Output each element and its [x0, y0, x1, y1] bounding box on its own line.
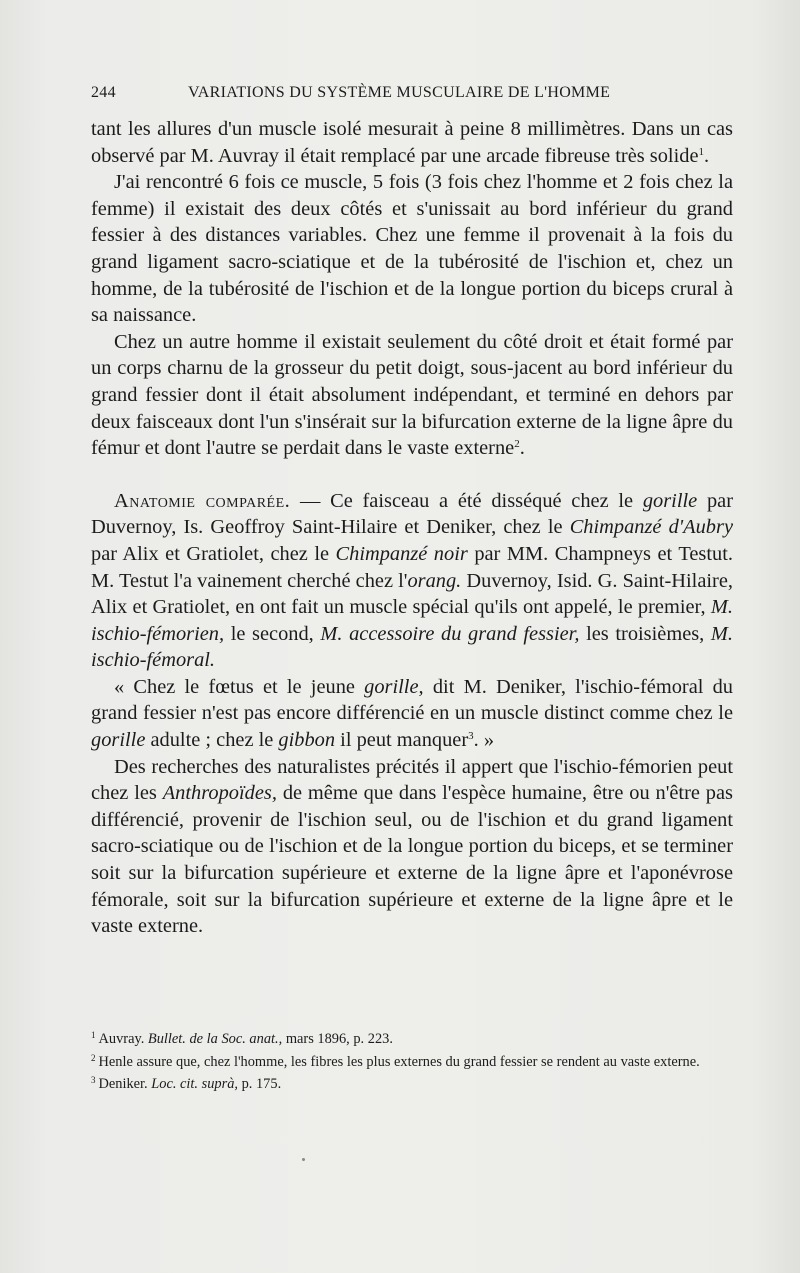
page-speck: [302, 1158, 305, 1161]
footnote-ref-1: 1: [698, 145, 704, 158]
paragraph-1: tant les allures d'un muscle isolé mesurait à peine 8 millimètres. Dans un cas observé par M. Auvray il était remplacé par une arcade fibreuse très solide$^1$.: [91, 118, 733, 167]
main-text: [91, 116, 733, 940]
paragraph-3: Chez un autre homme il existait seulement du côté droit et était formé par un corps charnu de la grosseur du petit doigt, sous-jacent au bord inférieur du grand fessier dont il était absolument indépendant, et terminé en dehors par deux faisceaux dont l'un s'insérait sur la bifurcation externe de la ligne âpre du fémur et dont l'autre se perdait dans le vaste externe$^2$.: [91, 330, 733, 460]
paragraph-2: J'ai rencontré 6 fois ce muscle, 5 fois (3 fois chez l'homme et 2 fois chez la femme) il existait des deux côtés et s'unissait au bord inférieur du grand fessier à des distances variables. Chez une femme il provenait à la fois du grand ligament sacro-sciatique et de la tubérosité de l'ischion et, chez un homme, de la tubérosité de l'ischion et de la longue portion du biceps crural à sa naissance.: [91, 171, 733, 327]
running-title: VARIATIONS DU SYSTÈME MUSCULAIRE DE L'HOMME: [188, 84, 611, 101]
page-number: 244: [91, 84, 116, 101]
section-anatomie-comparee: Anatomie comparée. — Ce faisceau a été disséqué chez le gorille par Duvernoy, Is. Geoffroy Saint-Hilaire et Deniker, chez le Chimpanzé d'Aubry par Alix et Gratiolet, chez le Chimpanzé noir par MM. Champneys et Testut. M. Testut l'a vainement cherché chez l'orang. Duvernoy, Isid. G. Saint-Hilaire, Alix et Gratiolet, en ont fait un muscle spécial qu'ils ont appelé, le premier, M. ischio-fémorien, le second, M. accessoire du grand fessier, les troisièmes, M. ischio-fémoral.: [91, 489, 733, 672]
footnote-ref-3: 3: [468, 730, 474, 743]
paragraph-conclusion: Des recherches des naturalistes précités il appert que l'ischio-fémorien peut chez les Anthropoïdes, de même que dans l'espèce humaine, être ou n'être pas différencié, provenir de l'ischion seul, ou de l'ischion et du grand ligament sacro-sciatique ou de l'ischion et de la longue portion du biceps, et se terminer soit sur la bifurcation supérieure et externe de la ligne âpre et l'aponévrose fémorale, soit sur la bifurcation supérieure et externe de la ligne âpre et le vaste externe.: [91, 755, 733, 938]
paragraph-quote: « Chez le fœtus et le jeune gorille, dit M. Deniker, l'ischio-fémoral du grand fessier n'est pas encore différencié en un muscle distinct comme chez le gorille adulte ; chez le gibbon il peut manquer$^3$. »: [91, 675, 734, 752]
footnotes: [91, 1030, 733, 1098]
section-heading: Anatomie comparée.: [114, 489, 291, 512]
footnote-ref-2: 2: [514, 438, 520, 451]
footnote-1: $^1$ Auvray. Bullet. de la Soc. anat., mars 1896, p. 223.: [91, 1030, 393, 1047]
footnote-2: $^2$ Henle assure que, chez l'homme, les fibres les plus externes du grand fessier se rendent au vaste externe.: [91, 1052, 700, 1070]
footnote-3: $^3$ Deniker. Loc. cit. suprà, p. 175.: [91, 1075, 282, 1093]
